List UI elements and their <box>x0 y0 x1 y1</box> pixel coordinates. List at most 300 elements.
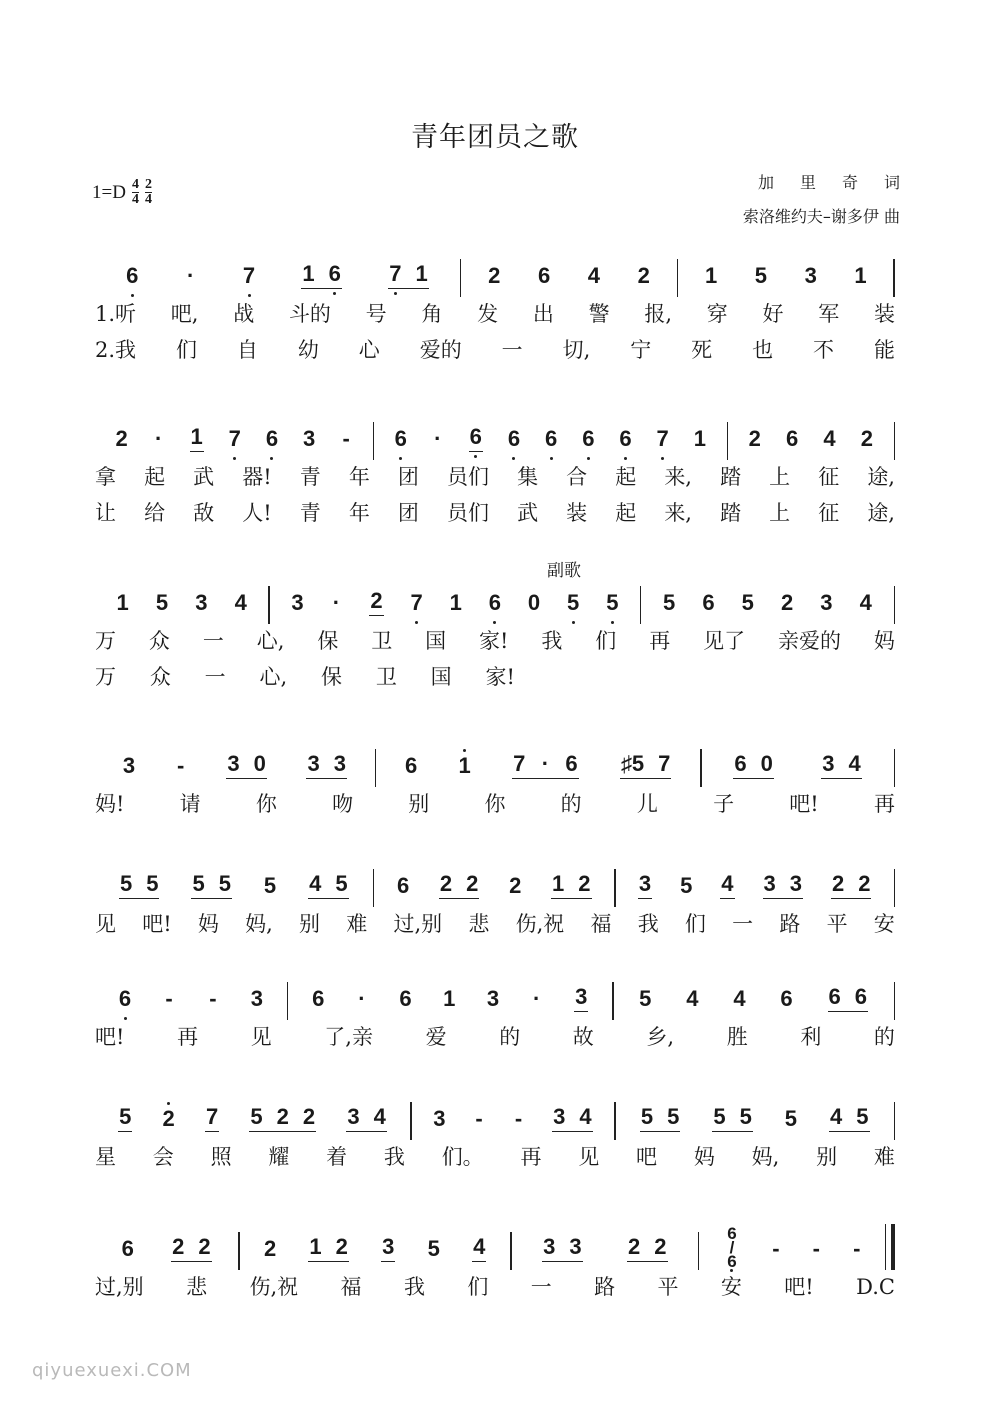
lyric-syllable: 过,别 <box>393 912 443 936</box>
lyric-syllable: 战 <box>233 302 255 326</box>
note: 3 <box>291 590 304 615</box>
note: 2 <box>780 590 794 615</box>
lyric-syllable: 也 <box>752 338 774 362</box>
barline <box>894 422 896 460</box>
lyric-syllable: 心, <box>259 665 288 689</box>
note: 7 <box>656 426 669 451</box>
note: 6 <box>565 751 578 776</box>
note: 5 <box>335 871 348 896</box>
lyric-syllable: 乡, <box>646 1025 675 1049</box>
measure <box>95 255 460 289</box>
lyric-syllable: 家! <box>479 629 509 653</box>
lyric-syllable: 斗的 <box>288 302 331 326</box>
measure <box>412 1098 615 1132</box>
notes-row <box>95 745 895 779</box>
note: 4 <box>579 1104 592 1129</box>
measure <box>95 865 373 899</box>
beam-underline <box>119 871 160 899</box>
lyric-syllable: 难 <box>873 1145 895 1169</box>
lyric-syllable: 自 <box>236 338 258 362</box>
lyric-syllable: 再 <box>520 1145 542 1169</box>
note: 6 <box>507 426 521 451</box>
lyric-syllable: 起 <box>615 465 637 489</box>
note: 3 <box>302 426 316 451</box>
beam-underline <box>829 1104 870 1132</box>
time-signature-4-4: $\frac{4}{4}$ <box>131 177 139 207</box>
note: 7 <box>242 263 256 288</box>
lyric-line <box>95 662 515 692</box>
measure <box>95 1228 238 1262</box>
lyric-syllable: 心, <box>256 629 285 653</box>
lyric-syllable: 集 <box>517 465 539 489</box>
measure <box>512 1228 698 1262</box>
notes-row <box>95 1224 895 1266</box>
lyric-syllable: 别 <box>299 912 321 936</box>
measure <box>95 745 375 779</box>
measure <box>699 1224 885 1266</box>
lyric-syllable: 见 <box>578 1145 600 1169</box>
note: 3 <box>789 871 803 896</box>
beam-underline <box>118 1104 132 1132</box>
note: - <box>209 986 217 1011</box>
beam-underline <box>627 1234 668 1262</box>
note: · <box>332 590 341 615</box>
lyric-line <box>95 626 895 656</box>
note: 3 <box>307 751 320 776</box>
notes-row <box>95 978 895 1012</box>
lyric-syllable: 器! <box>242 465 272 489</box>
note: 0 <box>527 590 541 615</box>
lyric-syllable: 死 <box>691 338 713 362</box>
note: 2 <box>466 871 479 896</box>
note: 0 <box>760 751 773 776</box>
lyric-syllable: 保 <box>317 629 339 653</box>
time-signature-2-4: $\frac{2}{4}$ <box>144 177 152 207</box>
note: 3 <box>433 1106 446 1131</box>
note: 1 <box>415 261 428 286</box>
note: 7 <box>513 751 526 776</box>
beam-underline <box>640 1104 681 1132</box>
note: 3 <box>347 1104 360 1129</box>
lyric-syllable: 我 <box>383 1145 405 1169</box>
beam-underline <box>301 261 342 289</box>
note: - <box>514 1106 523 1131</box>
note: 6 <box>785 426 799 451</box>
beam-underline <box>346 1104 387 1132</box>
note: 6 <box>121 1236 134 1261</box>
note: 1 <box>854 263 867 288</box>
notes-row <box>95 582 895 616</box>
lyric-syllable: 见 <box>250 1025 272 1049</box>
note: 5 <box>427 1236 440 1261</box>
beam-underline <box>190 424 204 452</box>
lyric-syllable: 路 <box>594 1275 616 1299</box>
lyric-syllable: 见了 <box>703 629 746 653</box>
note: · <box>358 986 366 1011</box>
lyric-syllable: 众 <box>148 629 170 653</box>
note: 7 <box>410 590 423 615</box>
lyric-syllable: 们 <box>595 629 617 653</box>
lyric-syllable: 我 <box>541 629 563 653</box>
measure <box>240 1228 511 1262</box>
lyric-syllable: 着 <box>326 1145 348 1169</box>
lyric-syllable: 吧! <box>789 792 819 816</box>
note: 6 <box>828 984 841 1009</box>
note: 1 <box>704 263 718 288</box>
staff-system <box>95 255 895 365</box>
lyric-syllable: 难 <box>346 912 368 936</box>
note: 1 <box>458 753 471 778</box>
note: 6 <box>404 753 418 778</box>
measure <box>678 255 893 289</box>
lyric-syllable: 来, <box>664 465 692 489</box>
lyric-syllable: 再 <box>873 792 895 816</box>
note: 6 <box>582 426 595 451</box>
composer-credit: 索洛维约夫–谢多伊 曲 <box>742 207 900 226</box>
note: 3 <box>804 263 817 288</box>
note: 5 <box>739 1104 752 1129</box>
beam-underline <box>551 871 592 899</box>
lyric-line <box>95 789 895 819</box>
note: 2 <box>302 1104 316 1129</box>
lyric-syllable: 别 <box>816 1145 838 1169</box>
barline <box>885 1224 895 1270</box>
beam-underline <box>388 261 429 289</box>
lyric-syllable: 见 <box>95 912 116 936</box>
note: 3 <box>638 871 652 896</box>
lyric-syllable: 一 <box>732 912 754 936</box>
note: 6 <box>394 426 407 451</box>
lyric-syllable: 号 <box>365 302 387 326</box>
lyric-syllable: 安 <box>873 912 895 936</box>
note: - <box>177 753 185 778</box>
lyricist-credit: 加里奇词 <box>757 173 926 192</box>
note: 4 <box>234 590 247 615</box>
lyric-syllable: 福 <box>590 912 612 936</box>
lyric-syllable: 征 <box>818 501 840 525</box>
lyric-syllable: 妈 <box>693 1145 715 1169</box>
lyric-syllable: 宁 <box>630 338 652 362</box>
note: 5 <box>119 1104 132 1129</box>
note: · <box>186 263 195 288</box>
note: 5 <box>155 590 169 615</box>
lyric-syllable: 给 <box>144 501 166 525</box>
note: 2 <box>578 871 591 896</box>
lyric-syllable: 幼 <box>297 338 319 362</box>
note: 3 <box>195 590 208 615</box>
lyric-syllable: 员们 <box>447 501 489 525</box>
beam-underline <box>308 1234 349 1262</box>
note: · <box>154 426 163 451</box>
note: 2 <box>370 588 383 613</box>
lyric-syllable: 家! <box>485 665 515 689</box>
lyric-syllable: 青 <box>299 465 321 489</box>
lyric-syllable: 耀 <box>268 1145 290 1169</box>
lyric-syllable: 悲 <box>186 1275 208 1299</box>
notes-row <box>95 418 895 452</box>
beam-underline <box>249 1104 316 1132</box>
beam-underline <box>552 1104 593 1132</box>
lyric-syllable: 好 <box>762 302 784 326</box>
beam-underline <box>574 984 588 1012</box>
lyric-syllable: 保 <box>321 665 342 689</box>
lyric-syllable: 吧 <box>636 1145 658 1169</box>
lyric-syllable: 爱 <box>425 1025 447 1049</box>
note: 1 <box>552 871 565 896</box>
lyric-syllable: 的 <box>560 792 582 816</box>
lyric-syllable: 再 <box>177 1025 199 1049</box>
staff-system <box>95 1098 895 1172</box>
staff-system <box>95 418 895 528</box>
lyric-syllable: 上 <box>769 465 791 489</box>
note: 0 <box>253 751 266 776</box>
lyric-syllable: 故 <box>572 1025 594 1049</box>
lyric-line <box>95 1022 895 1052</box>
note: 4 <box>373 1104 386 1129</box>
note: 3 <box>763 871 776 896</box>
measure <box>616 1098 894 1132</box>
lyric-syllable: 子 <box>713 792 735 816</box>
lyric-syllable: 1.听 <box>95 302 137 326</box>
note: 6 <box>488 590 502 615</box>
note: 4 <box>309 871 322 896</box>
note: 4 <box>686 986 699 1011</box>
staff-system <box>95 582 895 692</box>
note: 6 <box>780 986 793 1011</box>
lyric-syllable: 星 <box>95 1145 116 1169</box>
song-title: 青年团员之歌 <box>411 122 579 153</box>
beam-underline <box>763 871 804 899</box>
measure <box>616 865 894 899</box>
note: - <box>853 1236 861 1261</box>
lyric-syllable: 妈, <box>751 1145 780 1169</box>
beam-underline <box>191 871 232 899</box>
lyric-syllable: 上 <box>769 501 791 525</box>
note: - <box>165 986 173 1011</box>
beam-underline <box>733 751 774 779</box>
lyric-syllable: 军 <box>818 302 840 326</box>
lyric-syllable: 征 <box>818 465 840 489</box>
lyric-syllable: 2.我 <box>95 338 137 362</box>
staff-system <box>95 978 895 1052</box>
lyric-syllable: 一 <box>204 665 226 689</box>
beam-underline <box>720 871 734 899</box>
watermark: qiyuexuexi.COM <box>32 1360 192 1381</box>
lyric-syllable: 照 <box>210 1145 232 1169</box>
lyric-syllable: 一 <box>501 338 523 362</box>
lyric-syllable: 武 <box>193 465 215 489</box>
lyric-syllable: 切, <box>562 338 591 362</box>
lyric-syllable: 角 <box>421 302 443 326</box>
staff-system <box>95 865 895 939</box>
lyric-syllable: 踏 <box>720 501 742 525</box>
note: 6 <box>312 986 325 1011</box>
lyric-syllable: 我 <box>403 1275 425 1299</box>
note: 3 <box>250 986 263 1011</box>
lyric-syllable: 一 <box>202 629 224 653</box>
note: 2 <box>637 263 650 288</box>
note: 3 <box>822 751 835 776</box>
note: 7 <box>205 1104 219 1129</box>
lyric-syllable: 悲 <box>468 912 490 936</box>
lyric-syllable: 别 <box>408 792 430 816</box>
lyric-syllable: 伤,祝 <box>515 912 565 936</box>
lyric-syllable: D.C <box>856 1275 895 1299</box>
note: 3 <box>382 1234 395 1259</box>
lyric-syllable: 装 <box>566 501 588 525</box>
lyric-syllable: 来, <box>664 501 692 525</box>
note: 2 <box>509 873 522 898</box>
lyric-syllable: 妈, <box>245 912 273 936</box>
note: 2 <box>439 871 453 896</box>
notes-row <box>95 865 895 899</box>
note: 4 <box>848 751 861 776</box>
note: - <box>772 1236 780 1261</box>
barline <box>894 869 896 907</box>
lyric-syllable: 能 <box>873 338 895 362</box>
note: 6 <box>537 263 551 288</box>
measure <box>288 978 612 1012</box>
note: 5 <box>754 263 768 288</box>
measure <box>728 418 894 452</box>
note: 7 <box>389 261 402 286</box>
note: 5 <box>567 590 580 615</box>
measure <box>95 1098 410 1132</box>
lyric-syllable: 吻 <box>332 792 354 816</box>
lyric-syllable: 拿 <box>95 465 116 489</box>
chord-note: 6/6 <box>722 1224 742 1266</box>
lyric-syllable: 妈 <box>197 912 219 936</box>
beam-underline <box>205 1104 219 1132</box>
note: - <box>812 1236 820 1261</box>
lyric-syllable: 年 <box>348 501 370 525</box>
note: 5 <box>218 871 231 896</box>
lyric-syllable: 我 <box>637 912 659 936</box>
lyric-syllable: 心 <box>358 338 380 362</box>
lyric-syllable: 团 <box>397 465 419 489</box>
beam-underline <box>171 1234 212 1262</box>
note: 6 <box>854 984 868 1009</box>
lyric-syllable: 发 <box>477 302 499 326</box>
note: 6 <box>469 424 482 449</box>
lyric-line <box>95 335 895 365</box>
note: 5 <box>192 871 205 896</box>
note: 6 <box>399 986 412 1011</box>
note: 3 <box>820 590 833 615</box>
lyric-syllable: 吧! <box>95 1025 125 1049</box>
key-label: 1=D <box>92 181 126 203</box>
lyric-syllable: 吧, <box>170 302 199 326</box>
note: 5 <box>146 871 159 896</box>
lyric-syllable: 妈! <box>95 792 125 816</box>
beam-underline <box>381 1234 395 1262</box>
lyric-line <box>95 299 895 329</box>
lyric-syllable: 妈 <box>873 629 895 653</box>
lyric-syllable: 年 <box>348 465 370 489</box>
note: 4 <box>823 426 836 451</box>
note: 5 <box>119 871 133 896</box>
lyric-syllable: 员们 <box>447 465 489 489</box>
measure <box>614 978 894 1012</box>
lyric-syllable: 卫 <box>371 629 393 653</box>
note: 4 <box>587 263 601 288</box>
lyric-syllable: 报, <box>644 302 673 326</box>
notes-row <box>95 1098 895 1132</box>
beam-underline <box>469 424 483 452</box>
lyric-syllable: 利 <box>800 1025 822 1049</box>
lyric-line <box>95 909 895 939</box>
lyric-syllable: 团 <box>397 501 419 525</box>
lyric-syllable: 吧! <box>142 912 172 936</box>
beam-underline <box>226 751 267 779</box>
beam-underline <box>542 1234 583 1262</box>
lyric-syllable: 你 <box>255 792 277 816</box>
lyric-syllable: 敌 <box>193 501 215 525</box>
lyric-syllable: 福 <box>340 1275 362 1299</box>
note: 2 <box>115 426 128 451</box>
lyric-syllable: 卫 <box>375 665 397 689</box>
lyric-syllable: 青 <box>299 501 321 525</box>
staff-system <box>95 1224 895 1302</box>
note: 1 <box>116 590 129 615</box>
note: 5 <box>741 590 754 615</box>
note: 5 <box>667 1104 680 1129</box>
note: 4 <box>859 590 872 615</box>
note: 6 <box>126 263 139 288</box>
lyric-syllable: 爱的 <box>419 338 462 362</box>
lyric-syllable: 让 <box>95 501 116 525</box>
lyric-syllable: 伤,祝 <box>249 1275 299 1299</box>
note: 1 <box>302 261 315 286</box>
note: 5 <box>662 590 676 615</box>
note: 6 <box>328 261 341 286</box>
measure <box>374 865 614 899</box>
beam-underline <box>472 1234 486 1262</box>
note: · <box>532 986 541 1011</box>
beam-underline <box>369 588 383 616</box>
note: 5 <box>680 873 693 898</box>
note: 2 <box>263 1236 277 1261</box>
note: 6 <box>545 426 558 451</box>
note: 2 <box>276 1104 289 1129</box>
note: 5 <box>640 1104 654 1129</box>
lyric-syllable: 们 <box>467 1275 489 1299</box>
lyric-syllable: 穿 <box>706 302 728 326</box>
note: 4 <box>830 1104 843 1129</box>
lyric-line <box>95 462 895 492</box>
lyric-syllable: 装 <box>873 302 895 326</box>
note: 2 <box>162 1106 175 1131</box>
beam-underline <box>828 984 869 1012</box>
lyric-syllable: 过,别 <box>95 1275 144 1299</box>
beam-underline <box>638 871 652 899</box>
lyric-syllable: 出 <box>532 302 554 326</box>
beam-underline <box>620 751 672 779</box>
note: 2 <box>858 871 871 896</box>
lyric-syllable: 合 <box>566 465 588 489</box>
note: 3 <box>553 1104 566 1129</box>
measure <box>702 745 894 779</box>
note: 2 <box>488 263 501 288</box>
lyric-syllable: 国 <box>430 665 452 689</box>
measure <box>641 582 893 616</box>
lyric-syllable: 吧! <box>784 1275 814 1299</box>
note: 2 <box>335 1234 348 1259</box>
note: 3 <box>333 751 346 776</box>
lyric-syllable: 你 <box>484 792 506 816</box>
note: 5 <box>713 1104 726 1129</box>
lyric-syllable: 儿 <box>636 792 658 816</box>
